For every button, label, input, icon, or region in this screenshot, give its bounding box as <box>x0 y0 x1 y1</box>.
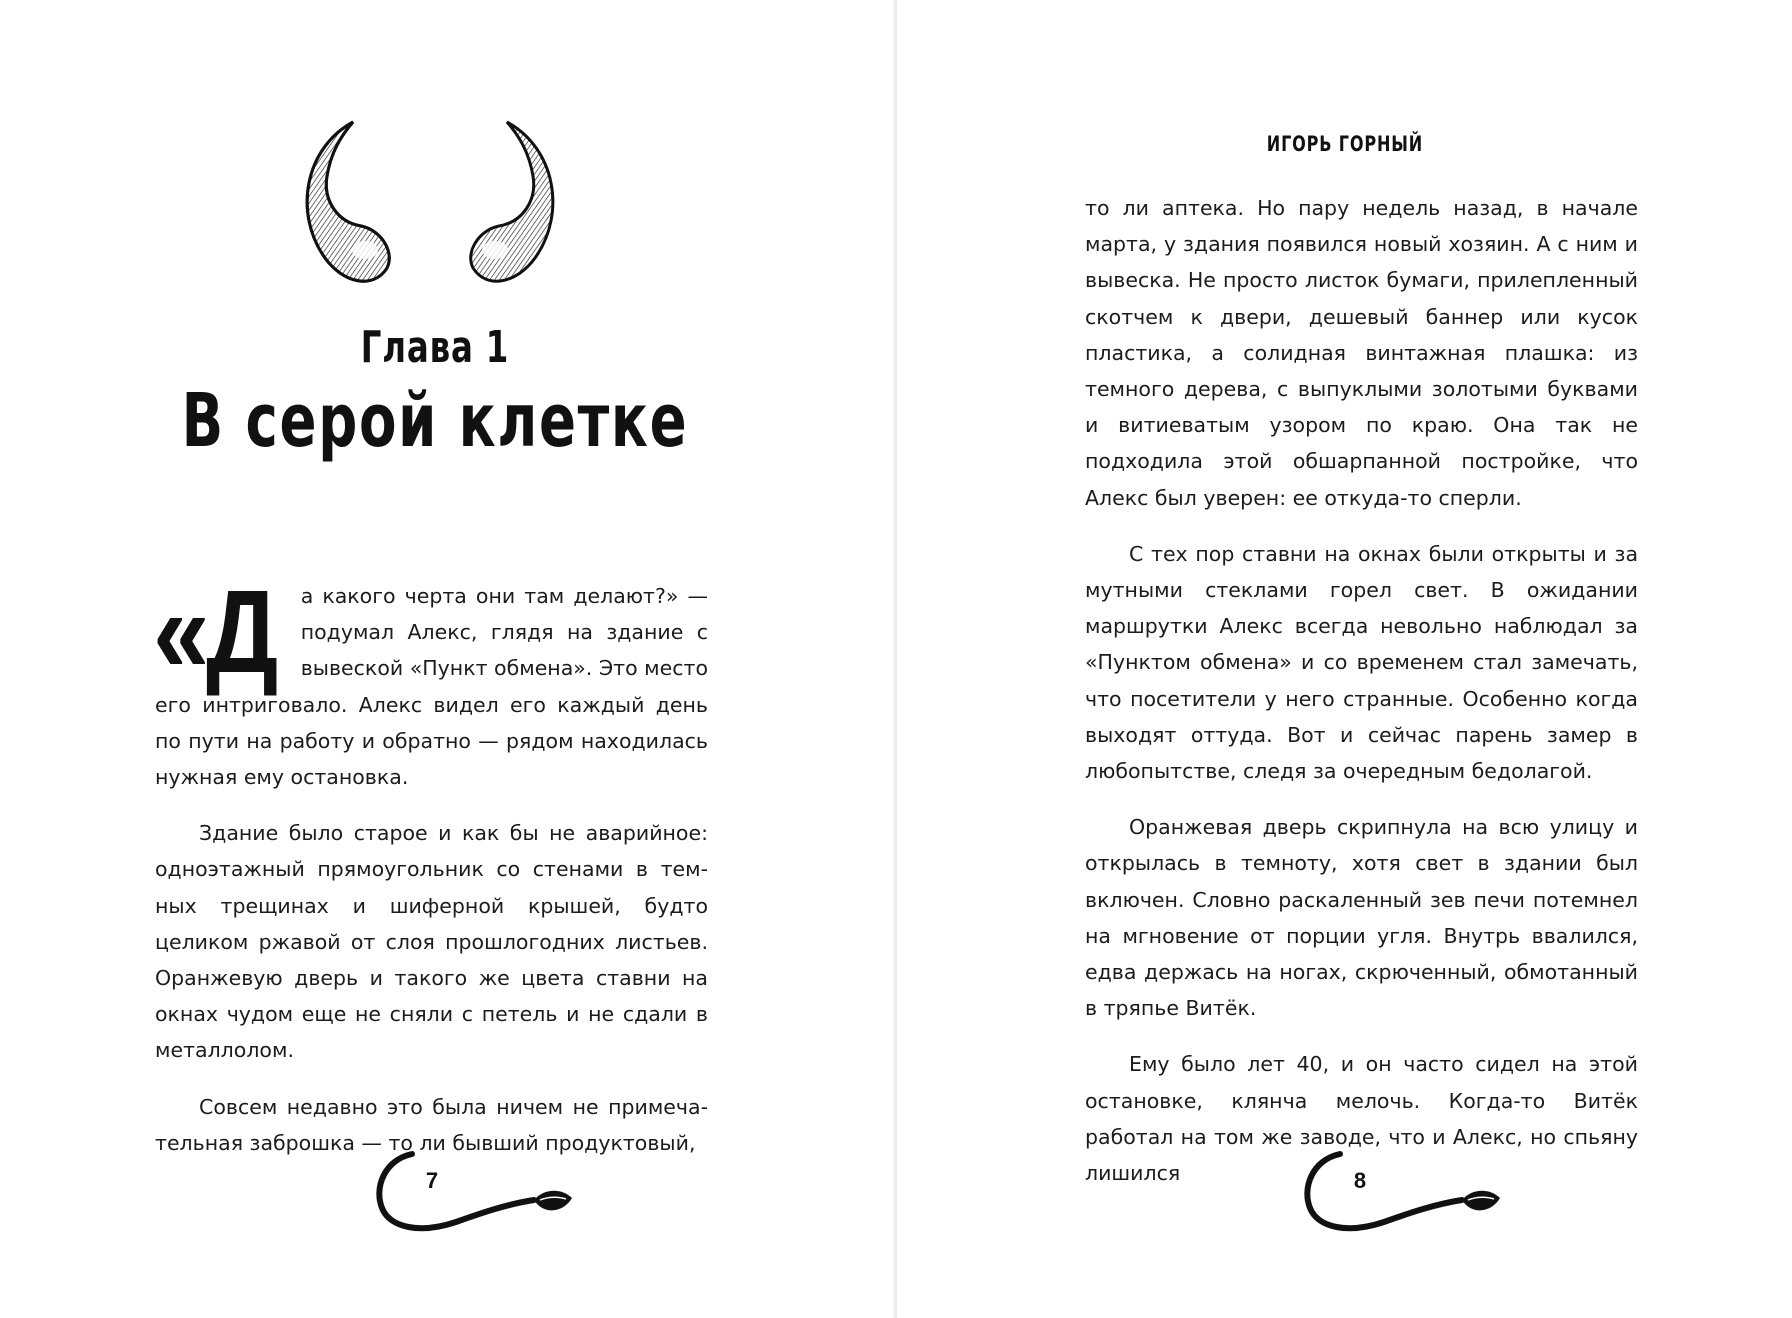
paragraph-text: а какого черта они там делают?» — подумал Алекс, глядя на здание с вывеской «Пункт обмена». Это место его интриговало. Алекс видел его каждый день по пути на работу и обратно — рядом находилась нужная ему остановка. <box>155 584 708 790</box>
folio <box>368 1142 578 1238</box>
paragraph <box>153 566 708 795</box>
tail-folio-icon <box>1296 1142 1506 1238</box>
page-number: 7 <box>425 1168 439 1193</box>
paragraph: С тех пор ставни на окнах были открыты и за мутными стеклами горел свет. В ожидании маршрутки Алекс всегда невольно наблюдал за «Пунктом обмена» и со временем стал замечать, что посетители у него странные. Особенно когда выходят оттуда. Вот и сейчас парень замер в любопытстве, следя за очередным бедолагой. <box>1085 541 1638 784</box>
running-head <box>897 132 1792 156</box>
page-number: 8 <box>1353 1168 1367 1193</box>
left-page-text <box>153 566 708 1181</box>
left-page <box>0 0 895 1318</box>
tail-folio-icon <box>368 1142 578 1238</box>
paragraph: Ему было лет 40, и он часто сидел на этой остановке, клянча мелочь. Когда-то Витёк работал на том же заводе, что и Алекс, но спьяну лишился <box>1085 1052 1638 1186</box>
right-page-text <box>1085 190 1638 1211</box>
running-head-text: ИГОРЬ ГОРНЫЙ <box>1266 132 1423 156</box>
dropcap: «Д <box>153 566 275 698</box>
chapter-title: В серой клетке <box>181 378 689 464</box>
horns-icon <box>295 118 565 293</box>
folio <box>1296 1142 1506 1238</box>
paragraph: Совсем недавно это была ничем не примечательная заброшка — то ли бывший продуктовый, <box>155 1094 708 1155</box>
paragraph: Оранжевая дверь скрипнула на всю улицу и открылась в темноту, хотя свет в здании был включен. Словно раскаленный зев печи потемнел на мгновение от порции угля. Внутрь ввалился, едва держась на ногах, скрюченный, обмотанный в тряпье Витёк. <box>1085 815 1638 1021</box>
paragraph: то ли аптека. Но пару недель назад, в начале марта, у здания появился новый хозяин. А с ним и вывеска. Не просто листок бумаги, прилепленный скотчем к двери, дешевый баннер или кусок пластика, а солидная винтажная плашка: из темного дерева, с выпуклыми золотыми буквами и витиеватым узором по краю. Она так не подходила этой обшарпанной постройке, что Алекс был уверен: ее откуда-то сперли. <box>1085 196 1638 510</box>
paragraph: Здание было старое и как бы не аварийное: одноэтажный прямоугольник со стенами в темных трещинах и шиферной крышей, будто целиком ржавой от слоя прошлогодних листьев. Оранжевую дверь и такого же цвета ставни на окнах чудом еще не сняли с петель и не сдали в металлолом. <box>155 821 708 1063</box>
chapter-label: Глава 1 <box>360 322 510 373</box>
